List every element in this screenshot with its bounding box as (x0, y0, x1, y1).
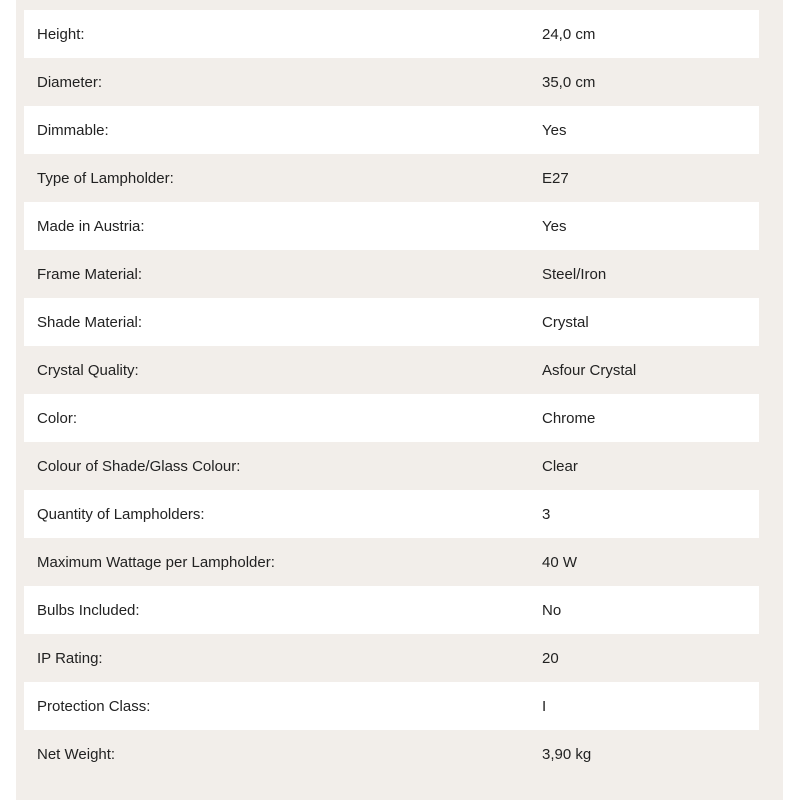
spec-value: I (542, 697, 547, 715)
spec-label: IP Rating: (37, 649, 103, 667)
spec-row-color (24, 394, 759, 442)
spec-value: 24,0 cm (542, 25, 596, 43)
spec-row-shade-colour (24, 442, 759, 490)
spec-label: Height: (37, 25, 85, 43)
spec-value: Steel/Iron (542, 265, 607, 283)
spec-row-diameter (24, 58, 759, 106)
spec-label: Maximum Wattage per Lampholder: (37, 553, 275, 571)
spec-label: Net Weight: (37, 745, 116, 763)
spec-value: Asfour Crystal (542, 361, 637, 379)
spec-value: Clear (542, 457, 578, 475)
spec-row-lampholder-quantity (24, 490, 759, 538)
spec-row-shade-material (24, 298, 759, 346)
spec-value: 3 (542, 505, 551, 523)
spec-label: Dimmable: (37, 121, 109, 139)
spec-label: Diameter: (37, 73, 103, 91)
spec-row-net-weight (24, 730, 759, 778)
spec-label: Protection Class: (37, 697, 151, 715)
spec-row-max-wattage (24, 538, 759, 586)
spec-row-frame-material (24, 250, 759, 298)
spec-value: Crystal (542, 313, 589, 331)
spec-label: Made in Austria: (37, 217, 145, 235)
spec-label: Color: (37, 409, 78, 427)
specifications-table (16, 0, 783, 800)
spec-label: Shade Material: (37, 313, 143, 331)
spec-label: Quantity of Lampholders: (37, 505, 205, 523)
spec-value: 3,90 kg (542, 745, 592, 763)
spec-row-bulbs-included (24, 586, 759, 634)
spec-value: 40 W (542, 553, 578, 571)
spec-row-protection-class (24, 682, 759, 730)
spec-value: E27 (542, 169, 569, 187)
spec-label: Bulbs Included: (37, 601, 140, 619)
spec-value: 35,0 cm (542, 73, 596, 91)
spec-label: Crystal Quality: (37, 361, 139, 379)
spec-row-made-in-austria (24, 202, 759, 250)
spec-value: Yes (542, 217, 567, 235)
spec-row-ip-rating (24, 634, 759, 682)
spec-value: Yes (542, 121, 567, 139)
spec-value: No (542, 601, 562, 619)
spec-row-crystal-quality (24, 346, 759, 394)
spec-value: 20 (542, 649, 559, 667)
spec-label: Frame Material: (37, 265, 143, 283)
spec-label: Type of Lampholder: (37, 169, 174, 187)
spec-row-lampholder-type (24, 154, 759, 202)
spec-row-height (24, 10, 759, 58)
spec-label: Colour of Shade/Glass Colour: (37, 457, 241, 475)
spec-value: Chrome (542, 409, 596, 427)
spec-row-dimmable (24, 106, 759, 154)
